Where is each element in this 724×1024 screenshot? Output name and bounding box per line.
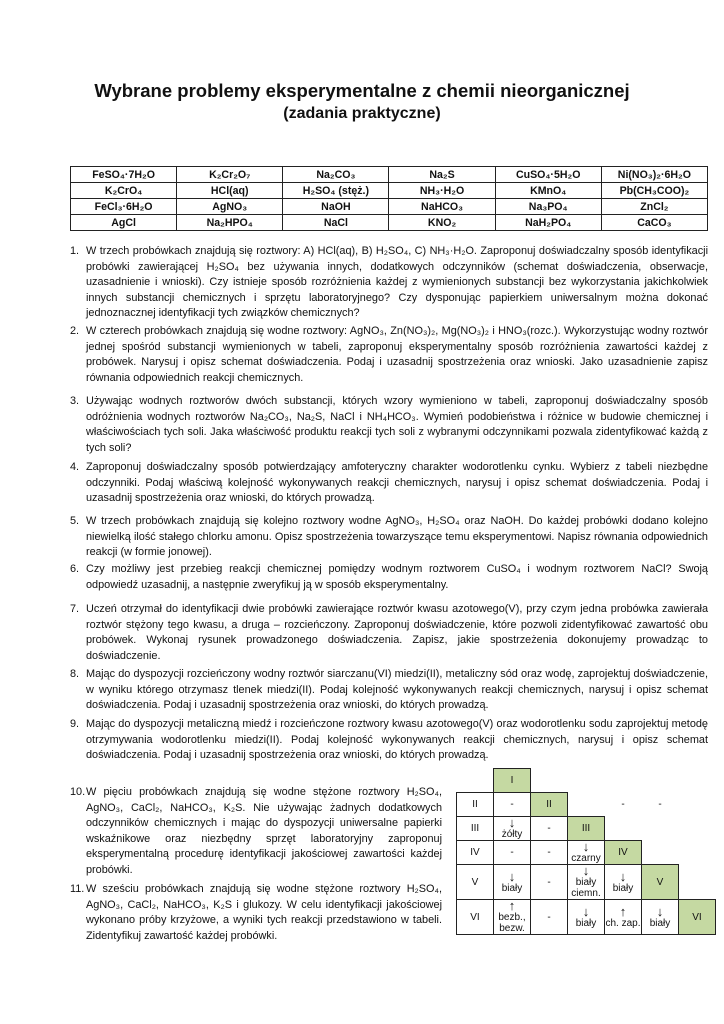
cross-result-cell: - (494, 841, 531, 865)
task-number: 4. (70, 461, 80, 473)
cross-row (457, 865, 716, 900)
reagent-cell: NH₃·H₂O (389, 183, 495, 199)
cross-result-cell (568, 900, 605, 935)
reagent-cell: NaH₂PO₄ (495, 215, 601, 231)
reagent-cell: Na₃PO₄ (495, 199, 601, 215)
precipitate-arrow-icon: ↓ (508, 815, 516, 830)
gas-arrow-icon: ↑ (619, 903, 627, 919)
gas-arrow-icon: ↑ (508, 898, 516, 913)
cross-result-label: biały ciemn. (571, 877, 601, 899)
cross-diagonal-header: III (568, 817, 605, 841)
cross-empty (568, 793, 605, 817)
task-text: W pięciu probówkach znajdują się wodne stężone roztwory H₂SO₄, AgNO₃, CaCl₂, NaHCO₃, K₂S. Nie używając żadnych dodatkowych odczynników chemicznych i mając do dyspozycji uniwersalne papierki wskaźnikowe oraz niezbędny sprzęt laboratoryjny zaproponuj eksperymentalną procedurę identyfikacji jakościowej zawartości każdej probówki. (86, 786, 442, 876)
cross-result-cell (568, 841, 605, 865)
cross-result-cell (605, 900, 642, 935)
cross-row (457, 769, 716, 793)
task-item (70, 667, 708, 714)
cross-result-label: biały (501, 882, 523, 894)
cross-result-label: biały (575, 917, 597, 929)
cross-empty (642, 769, 679, 793)
cross-result-cell (494, 865, 531, 900)
task-text: W trzech probówkach znajdują się kolejno roztwory wodne AgNO₃, H₂SO₄ oraz NaOH. Do każdej probówki dodano kolejno niewielką ilość stałego chlorku amonu. Opisz spostrzeżenia towarzyszące temu eksperymentowi. Napisz równania odpowiednich reakcji (w formie jonowej). (86, 515, 708, 559)
cross-empty (679, 769, 716, 793)
precipitate-arrow-icon: ↓ (582, 903, 590, 919)
task-item (70, 717, 708, 764)
reagent-cell: K₂Cr₂O₇ (177, 167, 283, 183)
cross-result-cell (642, 900, 679, 935)
task-number: 8. (70, 668, 80, 680)
precipitate-arrow-icon: ↓ (619, 868, 627, 884)
task-item (70, 460, 708, 507)
cross-diagonal-header: V (642, 865, 679, 900)
task-text: Używając wodnych roztworów dwóch substancji, których wzory wymieniono w tabeli, zaproponuj doświadczalny sposób odróżnienia wodnych roztworów Na₂CO₃, Na₂S, NaCl i NH₄HCO₃. Wymień podobieństwa i różnice w budowie chemicznej i właściwościach tych soli. Jaka właściwość produktu reakcji tych soli z wybranymi odczynnikami pozwala zidentyfikować każdą z tych soli? (86, 395, 708, 454)
task-text: Mając do dyspozycji rozcieńczony wodny roztwór siarczanu(VI) miedzi(II), metaliczny sód oraz wodę, zaprojektuj doświadczenie, w wyniku którego otrzymasz tlenek miedzi(II). Podaj kolejność wykonywanych reakcji chemicznych, narysuj i opisz schemat doświadczenia. Podaj i uzasadnij spostrzeżenia oraz wnioski, do których prowadzą. (86, 668, 708, 712)
precipitate-arrow-icon: ↓ (582, 839, 590, 854)
task-number: 7. (70, 603, 80, 615)
task-text: Mając do dyspozycji metaliczną miedź i rozcieńczone roztwory kwasu azotowego(V) oraz wodorotlenku sodu zaprojektuj metodę otrzymywania wodorotlenku miedzi(II). Podaj kolejność wykonywanych reakcji chemicznych, narysuj i opisz schemat doświadczenia. Podaj i uzasadnij spostrzeżenia oraz wnioski, do których prowadzą. (86, 718, 708, 762)
cross-empty (568, 769, 605, 793)
cross-result-cell: - (494, 793, 531, 817)
document-title: Wybrane problemy eksperymentalne z chemii nieorganicznej (94, 80, 630, 101)
task-number: 5. (70, 515, 80, 527)
reagent-cell: Pb(CH₃COO)₂ (601, 183, 707, 199)
task-item (70, 394, 708, 456)
reagent-cell: Na₂CO₃ (283, 167, 389, 183)
reagent-cell: FeSO₄·7H₂O (71, 167, 177, 183)
cross-dash: - (621, 799, 625, 810)
reagents-row (71, 183, 708, 199)
cross-row (457, 841, 716, 865)
cross-row (457, 793, 716, 817)
cross-result-label: biały (612, 882, 634, 894)
cross-row-header: III (457, 817, 494, 841)
task-number: 11. (70, 883, 85, 895)
reagent-cell: K₂CrO₄ (71, 183, 177, 199)
cross-empty (679, 841, 716, 865)
cross-result-cell (494, 900, 531, 935)
task-number: 3. (70, 395, 80, 407)
cross-diagonal-header: II (531, 793, 568, 817)
task-item (70, 785, 442, 879)
reagent-cell: CaCO₃ (601, 215, 707, 231)
cross-row (457, 817, 716, 841)
reagent-cell: FeCl₃·6H₂O (71, 199, 177, 215)
cross-row-header: IV (457, 841, 494, 865)
task-item (70, 244, 708, 322)
task-item (70, 882, 442, 944)
reagent-cell: NaHCO₃ (389, 199, 495, 215)
reagent-cell: ZnCl₂ (601, 199, 707, 215)
cross-empty (679, 793, 716, 817)
cross-diagonal-header: VI (679, 900, 716, 935)
reagent-cell: KNO₂ (389, 215, 495, 231)
cross-row-header: II (457, 793, 494, 817)
cross-result-cell: - (531, 841, 568, 865)
task-item (70, 324, 708, 386)
reagent-cell: Na₂HPO₄ (177, 215, 283, 231)
reagent-cell: H₂SO₄ (stęż.) (283, 183, 389, 199)
precipitate-arrow-icon: ↓ (656, 903, 664, 919)
task-text: Uczeń otrzymał do identyfikacji dwie probówki zawierające roztwór kwasu azotowego(V), przy czym jedna probówka zawierała roztwór stężony tego kwasu, a druga – rozcieńczony. Zaproponuj doświadczenie, które pozwoli zidentyfikować zawartość obu probówek. Wykonaj rysunek prowadzonego doświadczenia. Zapisz, jakie spostrzeżenia dokonujemy prowadząc to doświadczenie. (86, 603, 708, 662)
cross-result-cell (568, 865, 605, 900)
document-subtitle: (zadania praktyczne) (283, 105, 441, 122)
task-item (70, 562, 708, 593)
cross-result-label: bezb., bezw. (498, 912, 526, 934)
precipitate-arrow-icon: ↓ (582, 863, 590, 878)
cross-result-label: ch. zap. (605, 917, 641, 929)
task-number: 6. (70, 563, 80, 575)
cross-row-header: VI (457, 900, 494, 935)
cross-row-header: V (457, 865, 494, 900)
reagent-cell: NaOH (283, 199, 389, 215)
cross-empty (457, 769, 494, 793)
cross-empty (605, 817, 642, 841)
reagents-table (70, 166, 708, 231)
cross-empty (605, 769, 642, 793)
cross-dash: - (658, 799, 662, 810)
task-text: Czy możliwy jest przebieg reakcji chemicznej pomiędzy wodnym roztworem CuSO₄ i wodnym roztworem NaCl? Swoją odpowiedź uzasadnij, a następnie zweryfikuj ją w sposób eksperymentalny. (86, 563, 708, 591)
reagent-cell: AgCl (71, 215, 177, 231)
cross-empty (679, 817, 716, 841)
task-text: W czterech probówkach znajdują się wodne roztwory: AgNO₃, Zn(NO₃)₂, Mg(NO₃)₂ i HNO₃(rozc.). Wykorzystując wodny roztwór jednej spośród substancji wymienionych w tabeli, zaproponuj eksperymentalny sposób rozróżnienia zawartości każdej z probówek. Narysuj i opisz schemat doświadczenia. Podaj i uzasadnij spostrzeżenia oraz wnioski. Jako uzasadnienie zapisz równania odpowiednich reakcji chemicznych. (86, 325, 708, 384)
task-number: 9. (70, 718, 80, 730)
cross-result-cell (494, 817, 531, 841)
task-number: 1. (70, 245, 80, 257)
reagent-cell: CuSO₄·5H₂O (495, 167, 601, 183)
cross-result-label: biały (649, 917, 671, 929)
task-number: 10. (70, 786, 86, 798)
cross-empty (642, 841, 679, 865)
task-item (70, 602, 708, 664)
cross-empty (679, 865, 716, 900)
reagent-cell: Na₂S (389, 167, 495, 183)
cross-result-cell (605, 865, 642, 900)
cross-empty (642, 817, 679, 841)
task-text: W sześciu probówkach znajdują się wodne stężone roztwory H₂SO₄, AgNO₃, CaCl₂, NaHCO₃, K₂S i glukozy. W celu identyfikacji jakościowej wykonano próby krzyżowe, a wyniki tych reakcji przedstawiono w tabeli. Zidentyfikuj zawartość każdej probówki. (86, 883, 442, 942)
cross-row (457, 900, 716, 935)
cross-test-table (456, 768, 716, 935)
reagent-cell: NaCl (283, 215, 389, 231)
task-text: W trzech probówkach znajdują się roztwory: A) HCl(aq), B) H₂SO₄, C) NH₃·H₂O. Zaproponuj doświadczalny sposób identyfikacji probówki zawierającej H₂SO₄ bez używania innych, dodatkowych odczynników (schemat doświadczenia, obserwacje, uzasadnienie i wnioski). Czy istnieje sposób rozróżnienia każdej z wymienionych substancji bez wykorzystania jakichkolwiek innych substancji chemicznych i sprzętu laboratoryjnego? Czy dysponując papierkiem uniwersalnym można dokonać jednoznacznej identyfikacji tych związków chemicznych? (86, 245, 708, 320)
cross-result-cell: - (531, 817, 568, 841)
reagents-row (71, 167, 708, 183)
cross-empty (531, 769, 568, 793)
cross-result-cell: - (531, 865, 568, 900)
cross-result-label: czarny (571, 853, 601, 864)
task-text: Zaproponuj doświadczalny sposób potwierdzający amfoteryczny charakter wodorotlenku cynku. Wybierz z tabeli niezbędne odczynniki. Podaj właściwą kolejność wykonywanych reakcji chemicznych, narysuj i opisz schemat doświadczenia. Podaj i uzasadnij spostrzeżenia oraz wnioski, do których prowadzą. (86, 461, 708, 505)
cross-result-label: żółty (501, 829, 523, 840)
reagent-cell: KMnO₄ (495, 183, 601, 199)
precipitate-arrow-icon: ↓ (508, 868, 516, 884)
reagent-cell: HCl(aq) (177, 183, 283, 199)
cross-diagonal-header: I (494, 769, 531, 793)
cross-result-cell: - (531, 900, 568, 935)
cross-diagonal-header: IV (605, 841, 642, 865)
reagents-row (71, 215, 708, 231)
reagents-row (71, 199, 708, 215)
reagent-cell: AgNO₃ (177, 199, 283, 215)
task-number: 2. (70, 325, 80, 337)
task-item (70, 514, 708, 561)
reagent-cell: Ni(NO₃)₂·6H₂O (601, 167, 707, 183)
